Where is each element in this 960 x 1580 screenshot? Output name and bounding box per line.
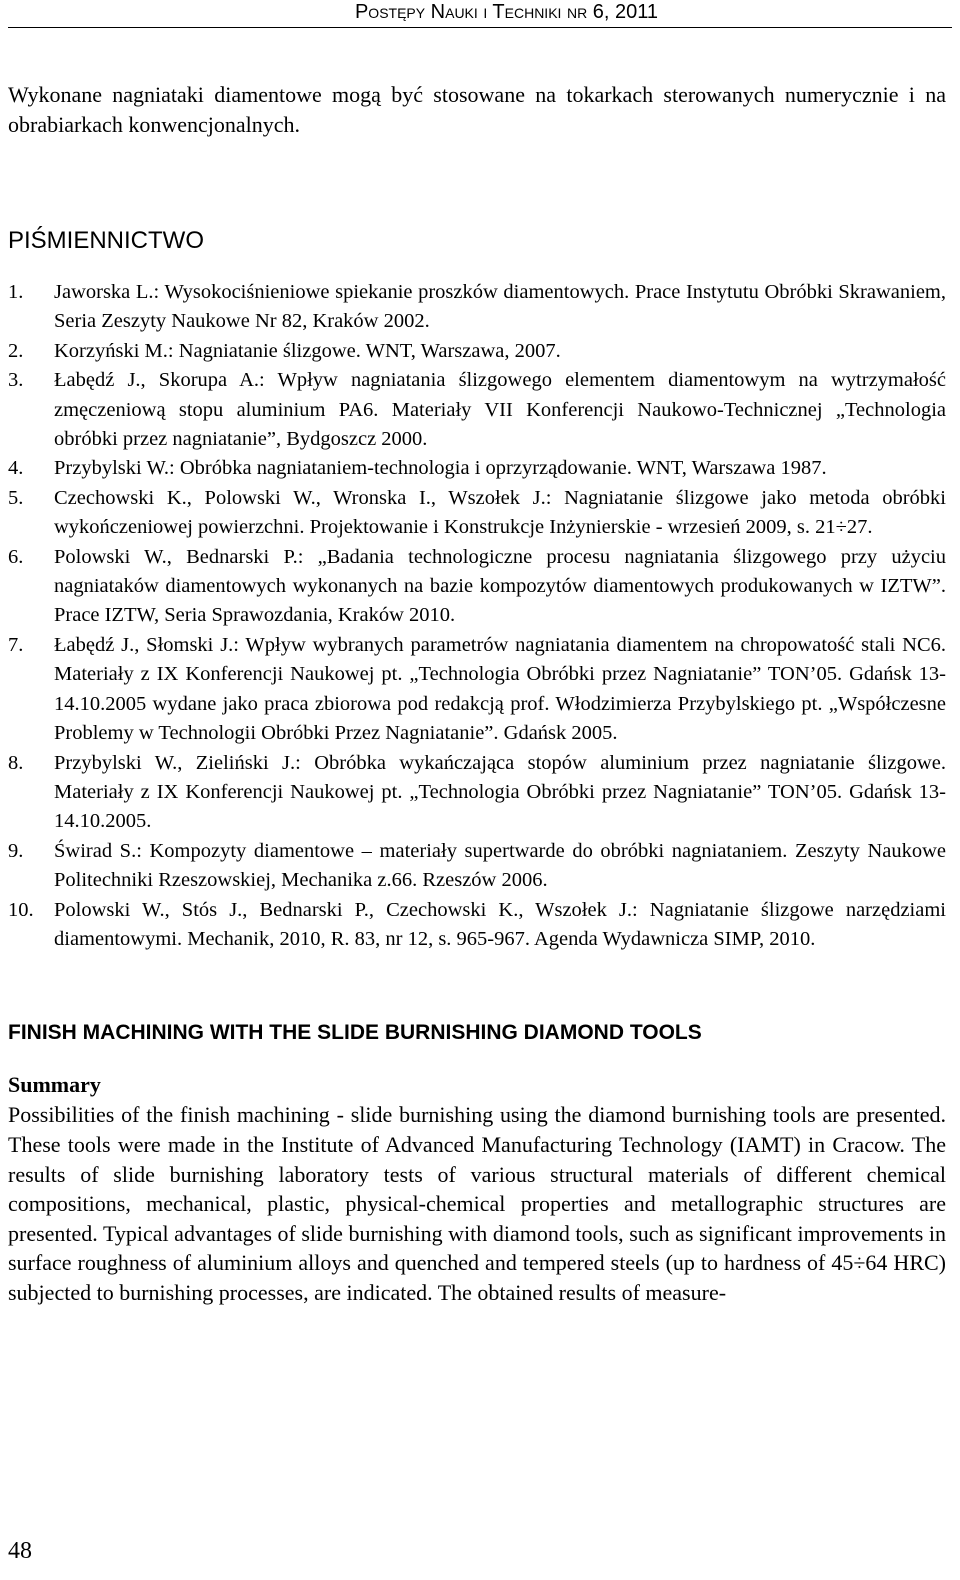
page-body <box>8 80 946 1308</box>
reference-text: Łabędź J., Skorupa A.: Wpływ nagniatania ślizgowego elementem diamentowym na wytrzymałość zmęczeniową stopu aluminium PA6. Materiały VII Konferencji Naukowo-Technicznej „Technologia obróbki przez nagniatanie”, Bydgoszcz 2000. <box>54 369 946 451</box>
reference-text: Łabędź J., Słomski J.: Wpływ wybranych parametrów nagniatania diamentem na chropowatość stali NC6. Materiały z IX Konferencji Naukowej pt. „Technologia Obróbki przez Nagniatanie” TON’05. Gdańsk 13-14.10.2005 wydane jako praca zbiorowa pod redakcją prof. Włodzimierza Przybylskiego pt. „Współczesne Problemy w Technologii Obróbki Przez Nagniatanie”. Gdańsk 2005. <box>54 633 946 745</box>
reference-item <box>8 543 946 631</box>
reference-number: 8. <box>8 751 24 774</box>
reference-item <box>8 278 946 337</box>
reference-text: Przybylski W.: Obróbka nagniataniem-technologia i oprzyrządowanie. WNT, Warszawa 1987. <box>54 457 827 480</box>
reference-item <box>8 631 946 749</box>
references-heading: PIŚMIENNICTWO <box>8 227 204 254</box>
reference-item <box>8 366 946 454</box>
reference-item <box>8 454 946 483</box>
reference-number: 4. <box>8 457 24 480</box>
intro-paragraph: Wykonane nagniataki diamentowe mogą być stosowane na tokarkach sterowanych numerycznie i na obrabiarkach konwencjonalnych. <box>8 82 946 137</box>
reference-number: 10. <box>8 898 34 921</box>
header-rule <box>8 27 952 28</box>
reference-number: 5. <box>8 486 24 509</box>
reference-text: Przybylski W., Zieliński J.: Obróbka wykańczająca stopów aluminium przez nagniatanie ślizgowe. Materiały z IX Konferencji Naukowej pt. „Technologia Obróbki przez Nagniatanie” TON’05. Gdańsk 13-14.10.2005. <box>54 751 946 833</box>
reference-number: 9. <box>8 839 24 862</box>
reference-text: Czechowski K., Polowski W., Wronska I., Wszołek J.: Nagniatanie ślizgowe jako metoda obróbki wykończeniowej powierzchni. Projektowanie i Konstrukcje Inżynierskie - wrzesień 2009, s. 21÷27. <box>54 486 946 539</box>
reference-text: Jaworska L.: Wysokociśnieniowe spiekanie proszków diamentowych. Prace Instytutu Obróbki Skrawaniem, Seria Zeszyty Naukowe Nr 82, Kraków 2002. <box>54 281 946 333</box>
summary-paragraph: Possibilities of the finish machining - slide burnishing using the diamond burnishing tools are presented. These tools were made in the Institute of Advanced Manufacturing Technology (IAMT) in Cracow. The results of slide burnishing laboratory tests of various structural materials of different chemical compositions, mechanical, plastic, physical-chemical properties and metallographic structures are presented. Typical advantages of slide burnishing with diamond tools, such as significant improvements in surface roughness of aluminium alloys and quenched and tempered steels (up to hardness of 45÷64 HRC) subjected to burnishing processes, are indicated. The obtained results of measure- <box>8 1102 946 1305</box>
reference-item <box>8 484 946 543</box>
reference-text: Polowski W., Stós J., Bednarski P., Czechowski K., Wszołek J.: Nagniatanie ślizgowe narzędziami diamentowymi. Mechanik, 2010, R. 83, nr 12, s. 965-967. Agenda Wydawnicza SIMP, 2010. <box>54 898 946 950</box>
reference-item <box>8 337 946 366</box>
running-header: Postępy Nauki i Techniki nr 6, 2011 <box>354 1 658 23</box>
reference-text: Polowski W., Bednarski P.: „Badania technologiczne procesu nagniatania ślizgowego przy użyciu nagniataków diamentowych wykonanych na bazie kompozytów diamentowych produkowanych w IZTW”. Prace IZTW, Seria Sprawozdania, Kraków 2010. <box>54 545 946 627</box>
reference-number: 6. <box>8 545 24 568</box>
reference-item <box>8 896 946 955</box>
english-title: FINISH MACHINING WITH THE SLIDE BURNISHING DIAMOND TOOLS <box>8 1021 702 1045</box>
reference-number: 7. <box>8 633 24 656</box>
reference-text: Korzyński M.: Nagniatanie ślizgowe. WNT, Warszawa, 2007. <box>54 339 561 362</box>
reference-text: Świrad S.: Kompozyty diamentowe – materiały supertwarde do obróbki nagniataniem. Zeszyty Naukowe Politechniki Rzeszowskiej, Mechanika z.66. Rzeszów 2006. <box>54 839 946 892</box>
reference-number: 3. <box>8 369 24 392</box>
reference-list <box>8 278 946 954</box>
reference-number: 2. <box>8 339 24 362</box>
reference-item <box>8 837 946 896</box>
reference-item <box>8 749 946 837</box>
summary-heading: Summary <box>8 1072 101 1098</box>
page-number: 48 <box>8 1538 32 1564</box>
reference-number: 1. <box>8 281 24 303</box>
